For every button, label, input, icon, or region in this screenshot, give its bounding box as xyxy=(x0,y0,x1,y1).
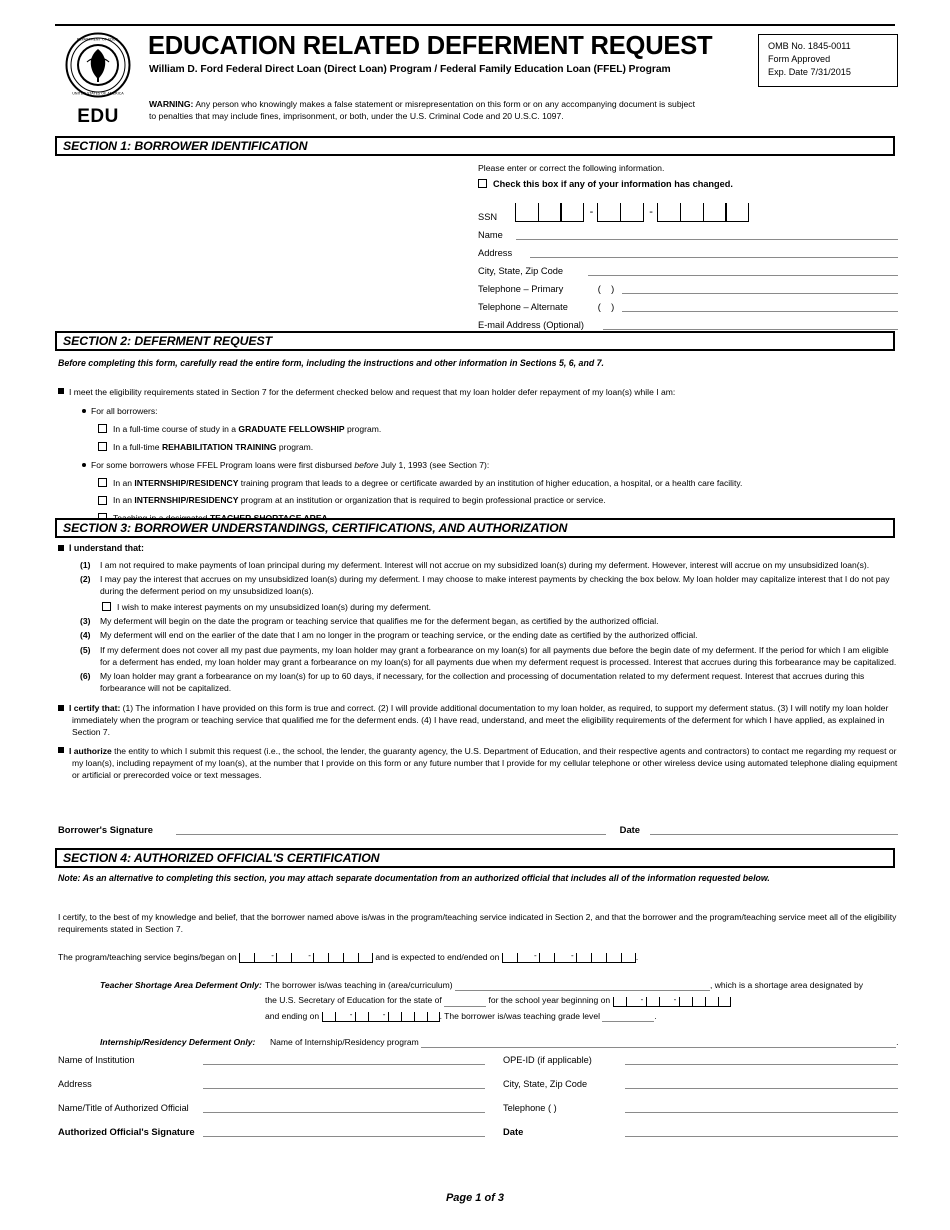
omb-approved: Form Approved xyxy=(768,54,831,65)
page-subtitle: William D. Ford Federal Direct Loan (Direct Loan) Program / Federal Family Education Loan (FFEL) Program xyxy=(149,64,671,75)
section-1-fields xyxy=(478,162,898,330)
date-cell xyxy=(646,997,659,1007)
name-label: Name xyxy=(478,229,503,240)
date-cell xyxy=(328,953,343,963)
understanding-item-2 xyxy=(58,573,898,598)
date-separator: - xyxy=(532,953,539,963)
date-cell xyxy=(705,997,718,1007)
warning-text xyxy=(149,98,749,123)
date-cell xyxy=(355,1012,368,1022)
name-input[interactable] xyxy=(516,229,898,240)
understand-label: I understand that: xyxy=(69,543,144,553)
teacher-line-2b: for the school year beginning on xyxy=(488,995,611,1006)
ssn-cell[interactable] xyxy=(680,203,704,222)
info-changed-label: Check this box if any of your information has changed. xyxy=(493,178,733,189)
grade-level-input[interactable] xyxy=(602,1010,657,1022)
group-2-label-italic: before xyxy=(354,459,379,470)
ssn-label: SSN xyxy=(478,211,498,222)
info-changed-checkbox[interactable] xyxy=(478,179,487,188)
official-signature-input[interactable] xyxy=(203,1126,485,1137)
certify-label: I certify that: xyxy=(69,702,121,713)
opt-strong: INTERNSHIP/RESIDENCY xyxy=(134,495,239,506)
school-year-end-comb[interactable] xyxy=(322,1009,440,1022)
group-2-label-row xyxy=(58,459,898,471)
date-cell xyxy=(613,997,626,1007)
date-cell xyxy=(239,953,254,963)
option-rehabilitation-training[interactable] xyxy=(58,441,898,453)
name-of-institution-label: Name of Institution xyxy=(58,1055,135,1065)
address-input[interactable] xyxy=(530,247,898,258)
date-cell xyxy=(502,953,517,963)
end-period: . xyxy=(635,952,639,962)
teacher-shortage-label: Teacher Shortage Area Deferment Only: xyxy=(100,980,262,990)
certify-text: (1) The information I have provided on this form is true and correct. (2) I will provide additional documentation to my loan holder, as required, to support my deferment status. (3) I will notify my loan holder immediately when the program or teaching service that qualified me for the deferment ends. (4) I have read, understand, and meet the eligibility requirements of the deferment for which I have applied, as explained in Section 7. xyxy=(72,702,889,738)
internship-program-input[interactable] xyxy=(421,1037,899,1048)
official-telephone-input[interactable] xyxy=(625,1102,898,1113)
opt-pre: In an xyxy=(113,478,135,489)
name-row[interactable] xyxy=(478,229,898,240)
dot-bullet-icon xyxy=(82,463,86,467)
ssn-dash: - xyxy=(649,205,653,218)
official-field-row-3[interactable] xyxy=(58,1102,898,1113)
internship-label: Internship/Residency Deferment Only: xyxy=(100,1037,256,1047)
graduate-fellowship-checkbox[interactable] xyxy=(98,424,107,433)
expected-label: and is expected to end/ended on xyxy=(375,952,500,962)
date-separator: - xyxy=(306,953,313,963)
date-cell xyxy=(692,997,705,1007)
date-cell xyxy=(313,953,328,963)
date-cell xyxy=(291,953,306,963)
section-4-certify xyxy=(58,911,898,936)
date-separator: - xyxy=(639,997,646,1007)
item-number: (3) xyxy=(80,616,91,626)
ssn-cell[interactable] xyxy=(538,203,562,222)
item-text: My deferment will end on the earlier of the date that I am no longer in the program or teaching service, or the ending date as certified by the authorized official. xyxy=(100,630,698,641)
date-separator: - xyxy=(672,997,679,1007)
ssn-cell[interactable] xyxy=(725,203,749,222)
ssn-dash: - xyxy=(589,205,594,218)
section-1-bar: SECTION 1: BORROWER IDENTIFICATION xyxy=(55,136,895,156)
institution-address-label: Address xyxy=(58,1079,92,1089)
item-number: (2) xyxy=(80,574,91,585)
item-number: (6) xyxy=(80,671,91,682)
address-row[interactable] xyxy=(478,247,898,258)
svg-text:DEPARTMENT OF EDUC.: DEPARTMENT OF EDUC. xyxy=(76,37,120,42)
square-bullet-icon xyxy=(58,545,64,551)
understanding-item-6 xyxy=(58,670,898,695)
institution-city-state-zip-input[interactable] xyxy=(625,1078,898,1089)
teacher-shortage-line-3[interactable] xyxy=(100,1010,900,1022)
address-label: Address xyxy=(478,247,513,258)
understanding-item-4 xyxy=(58,629,898,641)
group-1-label: For all borrowers: xyxy=(91,405,158,416)
official-date-label: Date xyxy=(503,1126,524,1137)
institution-address-input[interactable] xyxy=(203,1078,485,1089)
official-name-title-label: Name/Title of Authorized Official xyxy=(58,1103,189,1113)
item-number: (4) xyxy=(80,630,91,641)
authorize-block xyxy=(58,745,898,782)
email-input[interactable] xyxy=(603,319,898,330)
date-cell xyxy=(576,953,591,963)
option-internship-residency-training[interactable] xyxy=(58,477,898,489)
section-4-bar: SECTION 4: AUTHORIZED OFFICIAL'S CERTIFICATION xyxy=(55,848,895,868)
internship-residency-institution-checkbox[interactable] xyxy=(98,496,107,505)
begins-label: The program/teaching service begins/began on xyxy=(58,952,237,962)
date-separator: - xyxy=(569,953,576,963)
note-label: Note: xyxy=(58,873,81,883)
borrower-signature-row[interactable] xyxy=(58,824,898,835)
ssn-cell[interactable] xyxy=(560,203,584,222)
teacher-line-3b: . The borrower is/was teaching grade level xyxy=(439,1010,600,1021)
opt-pre: In an xyxy=(113,495,135,506)
telephone-primary-row[interactable] xyxy=(478,283,898,294)
certify-block xyxy=(58,702,898,739)
opt-pre: In a full-time course of study in a xyxy=(113,424,239,435)
opt-post: program. xyxy=(276,441,314,452)
dot-bullet-icon xyxy=(82,409,86,413)
telephone-primary-input[interactable] xyxy=(622,283,898,294)
teacher-line-2a: the U.S. Secretary of Education for the state of xyxy=(265,995,442,1006)
authorize-label: I authorize xyxy=(69,745,112,756)
date-cell xyxy=(591,953,606,963)
square-bullet-icon xyxy=(58,705,64,711)
interest-payment-label: I wish to make interest payments on my unsubsidized loan(s) during my deferment. xyxy=(117,601,432,612)
section-3-body xyxy=(58,542,898,782)
program-service-dates-row[interactable] xyxy=(58,951,898,963)
email-label: E-mail Address (Optional) xyxy=(478,319,584,330)
department-seal-block xyxy=(55,32,141,128)
teacher-shortage-line-2[interactable] xyxy=(100,994,900,1006)
section-2-lead: I meet the eligibility requirements stated in Section 7 for the deferment checked below and request that my loan holder defer repayment of my loan(s) while I am: xyxy=(69,386,676,397)
option-graduate-fellowship[interactable] xyxy=(58,423,898,435)
teacher-line-3c: . xyxy=(654,1010,657,1021)
borrower-date-label: Date xyxy=(619,824,640,835)
official-field-row-2[interactable] xyxy=(58,1078,898,1089)
warning-label: WARNING: xyxy=(149,99,194,109)
telephone-alternate-row[interactable] xyxy=(478,301,898,312)
telephone-alternate-areacode[interactable]: ( ) xyxy=(597,301,615,312)
official-certify-paragraph: I certify, to the best of my knowledge and belief, that the borrower named above is/was in the program/teaching service indicated in Section 2, and that the borrower and the program/teaching service meet all of the eligibility requirements stated in Section 7. xyxy=(58,912,897,935)
square-bullet-icon xyxy=(58,388,64,394)
opt-strong: REHABILITATION TRAINING xyxy=(161,441,277,452)
info-changed-row[interactable] xyxy=(478,179,898,189)
item-text: If my deferment does not cover all my past due payments, my loan holder may grant a forbearance on my loan(s) for all payments due before the begin date of my deferment. If the period for which I am eligible for a deferment has ended, my loan holder may grant a forbearance on my loan(s) for all payments due when my deferment request is processed. Interest that accrues during this forbearance may be capitalized. xyxy=(100,644,897,667)
date-cell xyxy=(539,953,554,963)
interest-payment-checkbox[interactable] xyxy=(102,602,111,611)
city-state-zip-input[interactable] xyxy=(588,265,898,276)
telephone-primary-label: Telephone – Primary xyxy=(478,283,564,294)
date-separator: - xyxy=(381,1012,388,1022)
item-text: My deferment will begin on the date the program or teaching service that qualifies me for the deferment began, as certified by the authorized official. xyxy=(100,616,659,626)
section-2-bar: SECTION 2: DEFERMENT REQUEST xyxy=(55,331,895,351)
telephone-primary-areacode[interactable]: ( ) xyxy=(597,283,615,294)
item-text: I may pay the interest that accrues on my unsubsidized loan(s) during my deferment. I may choose to make interest payments by checking the box below. My loan holder may capitalize interest that I do not pay during the deferment period on my unsubsidized loan(s). xyxy=(100,574,890,597)
section-1-instruction: Please enter or correct the following information. xyxy=(478,163,665,173)
institution-city-state-zip-label: City, State, Zip Code xyxy=(503,1079,588,1089)
borrower-signature-label: Borrower's Signature xyxy=(58,824,153,835)
end-date-comb[interactable] xyxy=(502,951,639,963)
date-cell xyxy=(414,1012,427,1022)
date-cell xyxy=(322,1012,335,1022)
official-fields-grid xyxy=(58,1054,898,1137)
item-text: My loan holder may grant a forbearance on my loan(s) for up to 60 days, if necessary, for the collection and processing of documentation related to my deferment request. Interest that accrues during this forbearance will not be capitalized. xyxy=(100,671,865,694)
date-cell xyxy=(718,997,731,1007)
email-row[interactable] xyxy=(478,319,898,330)
official-name-title-input[interactable] xyxy=(203,1102,485,1113)
section-2-intro: Before completing this form, carefully read the entire form, including the instructions and other information in Sections 5, 6, and 7. xyxy=(58,358,604,368)
ope-id-input[interactable] xyxy=(625,1054,898,1065)
omb-number: OMB No. 1845-0011 xyxy=(768,41,851,51)
date-separator: - xyxy=(348,1012,355,1022)
ssn-cell[interactable] xyxy=(703,203,727,222)
official-field-row-1[interactable] xyxy=(58,1054,898,1065)
rehabilitation-training-checkbox[interactable] xyxy=(98,442,107,451)
teacher-line-1a: The borrower is/was teaching in (area/curriculum) xyxy=(265,980,453,990)
group-1-label-row xyxy=(58,405,898,417)
date-separator: - xyxy=(269,953,276,963)
borrower-date-input[interactable] xyxy=(650,824,898,835)
date-cell xyxy=(621,952,639,963)
warning-line-1: Any person who knowingly makes a false statement or misrepresentation on this form or on any accompanying document is subject xyxy=(195,99,695,109)
ssn-group-3[interactable] xyxy=(658,203,749,222)
date-cell xyxy=(335,1012,348,1022)
ssn-group-2[interactable] xyxy=(598,203,644,222)
understanding-item-5 xyxy=(58,644,898,669)
date-cell xyxy=(554,953,569,963)
opt-post: training program that leads to a degree or certificate awarded by an institution of higher education, a hospital, or a health care facility. xyxy=(238,478,743,489)
date-cell xyxy=(401,1012,414,1022)
telephone-alternate-label: Telephone – Alternate xyxy=(478,301,568,312)
opt-post: program at an institution or organization that is required to begin professional practice or service. xyxy=(238,495,606,506)
telephone-alternate-input[interactable] xyxy=(622,301,898,312)
teacher-line-3a: and ending on xyxy=(265,1010,320,1021)
city-state-zip-label: City, State, Zip Code xyxy=(478,265,564,276)
date-cell xyxy=(368,1012,381,1022)
date-cell xyxy=(626,997,639,1007)
opt-post: program. xyxy=(344,424,382,435)
page-title: EDUCATION RELATED DEFERMENT REQUEST xyxy=(148,32,713,60)
opt-strong: GRADUATE FELLOWSHIP xyxy=(238,424,345,435)
omb-expiration: Exp. Date 7/31/2015 xyxy=(768,67,851,78)
internship-text: Name of Internship/Residency program xyxy=(270,1037,419,1047)
borrower-signature-input[interactable] xyxy=(176,824,606,835)
note-text: As an alternative to completing this section, you may attach separate documentation from an authorized official that includes all of the information requested below. xyxy=(80,873,770,883)
opt-strong: INTERNSHIP/RESIDENCY xyxy=(134,478,239,489)
date-cell xyxy=(358,953,373,963)
group-2-label-pre: For some borrowers whose FFEL Program loans were first disbursed xyxy=(91,459,355,470)
date-cell xyxy=(427,1012,440,1022)
area-curriculum-input[interactable] xyxy=(455,981,710,991)
understand-label-row xyxy=(58,542,898,555)
department-of-education-seal-icon xyxy=(65,32,131,98)
ssn-cell[interactable] xyxy=(597,203,621,222)
official-telephone-label[interactable]: Telephone ( ) xyxy=(503,1103,557,1113)
section-4-note xyxy=(58,872,898,885)
ssn-cell[interactable] xyxy=(657,203,681,222)
date-cell xyxy=(679,997,692,1007)
official-signature-label: Authorized Official's Signature xyxy=(58,1126,195,1137)
understanding-item-3 xyxy=(58,615,898,627)
square-bullet-icon xyxy=(58,747,64,753)
authorize-text: the entity to which I submit this request (i.e., the school, the lender, the guaranty agency, the U.S. Department of Education, and their respective agents and contractors) to contact me regarding my request or my loan(s), including repayment of my loan(s), at the number that I provide on this form or any future number that I provide for my cellular telephone or other wireless device using automated telephone dialing equipment or artificial or prerecorded voice or text messages. xyxy=(72,745,898,781)
date-cell xyxy=(343,953,358,963)
ssn-cell[interactable] xyxy=(515,203,539,222)
internship-period: . xyxy=(896,1037,899,1047)
date-cell xyxy=(254,953,269,963)
begin-date-comb[interactable] xyxy=(239,953,373,963)
teacher-line-1b: , which is a shortage area designated by xyxy=(710,980,864,990)
ssn-row[interactable] xyxy=(478,203,898,222)
ssn-cell[interactable] xyxy=(620,203,644,222)
state-input[interactable] xyxy=(444,997,486,1007)
opt-pre: In a full-time xyxy=(113,441,162,452)
item-number: (1) xyxy=(80,559,91,570)
page-footer: Page 1 of 3 xyxy=(445,1192,505,1204)
omb-box xyxy=(758,34,898,87)
name-of-institution-input[interactable] xyxy=(203,1054,485,1065)
interest-payment-option[interactable] xyxy=(58,601,898,613)
section-2-body xyxy=(58,357,898,524)
option-internship-residency-institution[interactable] xyxy=(58,494,898,506)
internship-residency-training-checkbox[interactable] xyxy=(98,478,107,487)
date-cell xyxy=(659,997,672,1007)
section-2-lead-row xyxy=(58,386,898,398)
ssn-group-1[interactable] xyxy=(516,203,584,222)
date-cell xyxy=(517,953,532,963)
understanding-item-1 xyxy=(58,559,898,571)
teacher-shortage-line-1[interactable] xyxy=(100,979,900,991)
internship-residency-row[interactable] xyxy=(100,1036,900,1048)
date-cell xyxy=(606,953,621,963)
warning-line-2: to penalties that may include fines, imprisonment, or both, under the U.S. Criminal Code and 20 U.S.C. 1097. xyxy=(149,111,564,122)
school-year-begin-comb[interactable] xyxy=(613,994,731,1007)
date-cell xyxy=(276,953,291,963)
ope-id-label: OPE-ID (if applicable) xyxy=(503,1055,592,1065)
official-date-input[interactable] xyxy=(625,1126,898,1137)
header-rule xyxy=(55,24,895,26)
date-cell xyxy=(388,1012,401,1022)
teacher-shortage-block xyxy=(100,979,900,1022)
city-state-zip-row[interactable] xyxy=(478,265,898,276)
section-3-bar: SECTION 3: BORROWER UNDERSTANDINGS, CERTIFICATIONS, AND AUTHORIZATION xyxy=(55,518,895,538)
form-code: EDU xyxy=(77,106,119,127)
group-2-label-post: July 1, 1993 (see Section 7): xyxy=(378,459,490,470)
official-field-row-4[interactable] xyxy=(58,1126,898,1137)
svg-text:UNITED STATES OF AMERICA: UNITED STATES OF AMERICA xyxy=(72,91,124,96)
item-text: I am not required to make payments of loan principal during my deferment. Interest will not accrue on my subsidized loan(s) during my deferment. However, interest will accrue on my unsubsidized loan(s). xyxy=(100,559,870,570)
item-number: (5) xyxy=(80,644,91,655)
